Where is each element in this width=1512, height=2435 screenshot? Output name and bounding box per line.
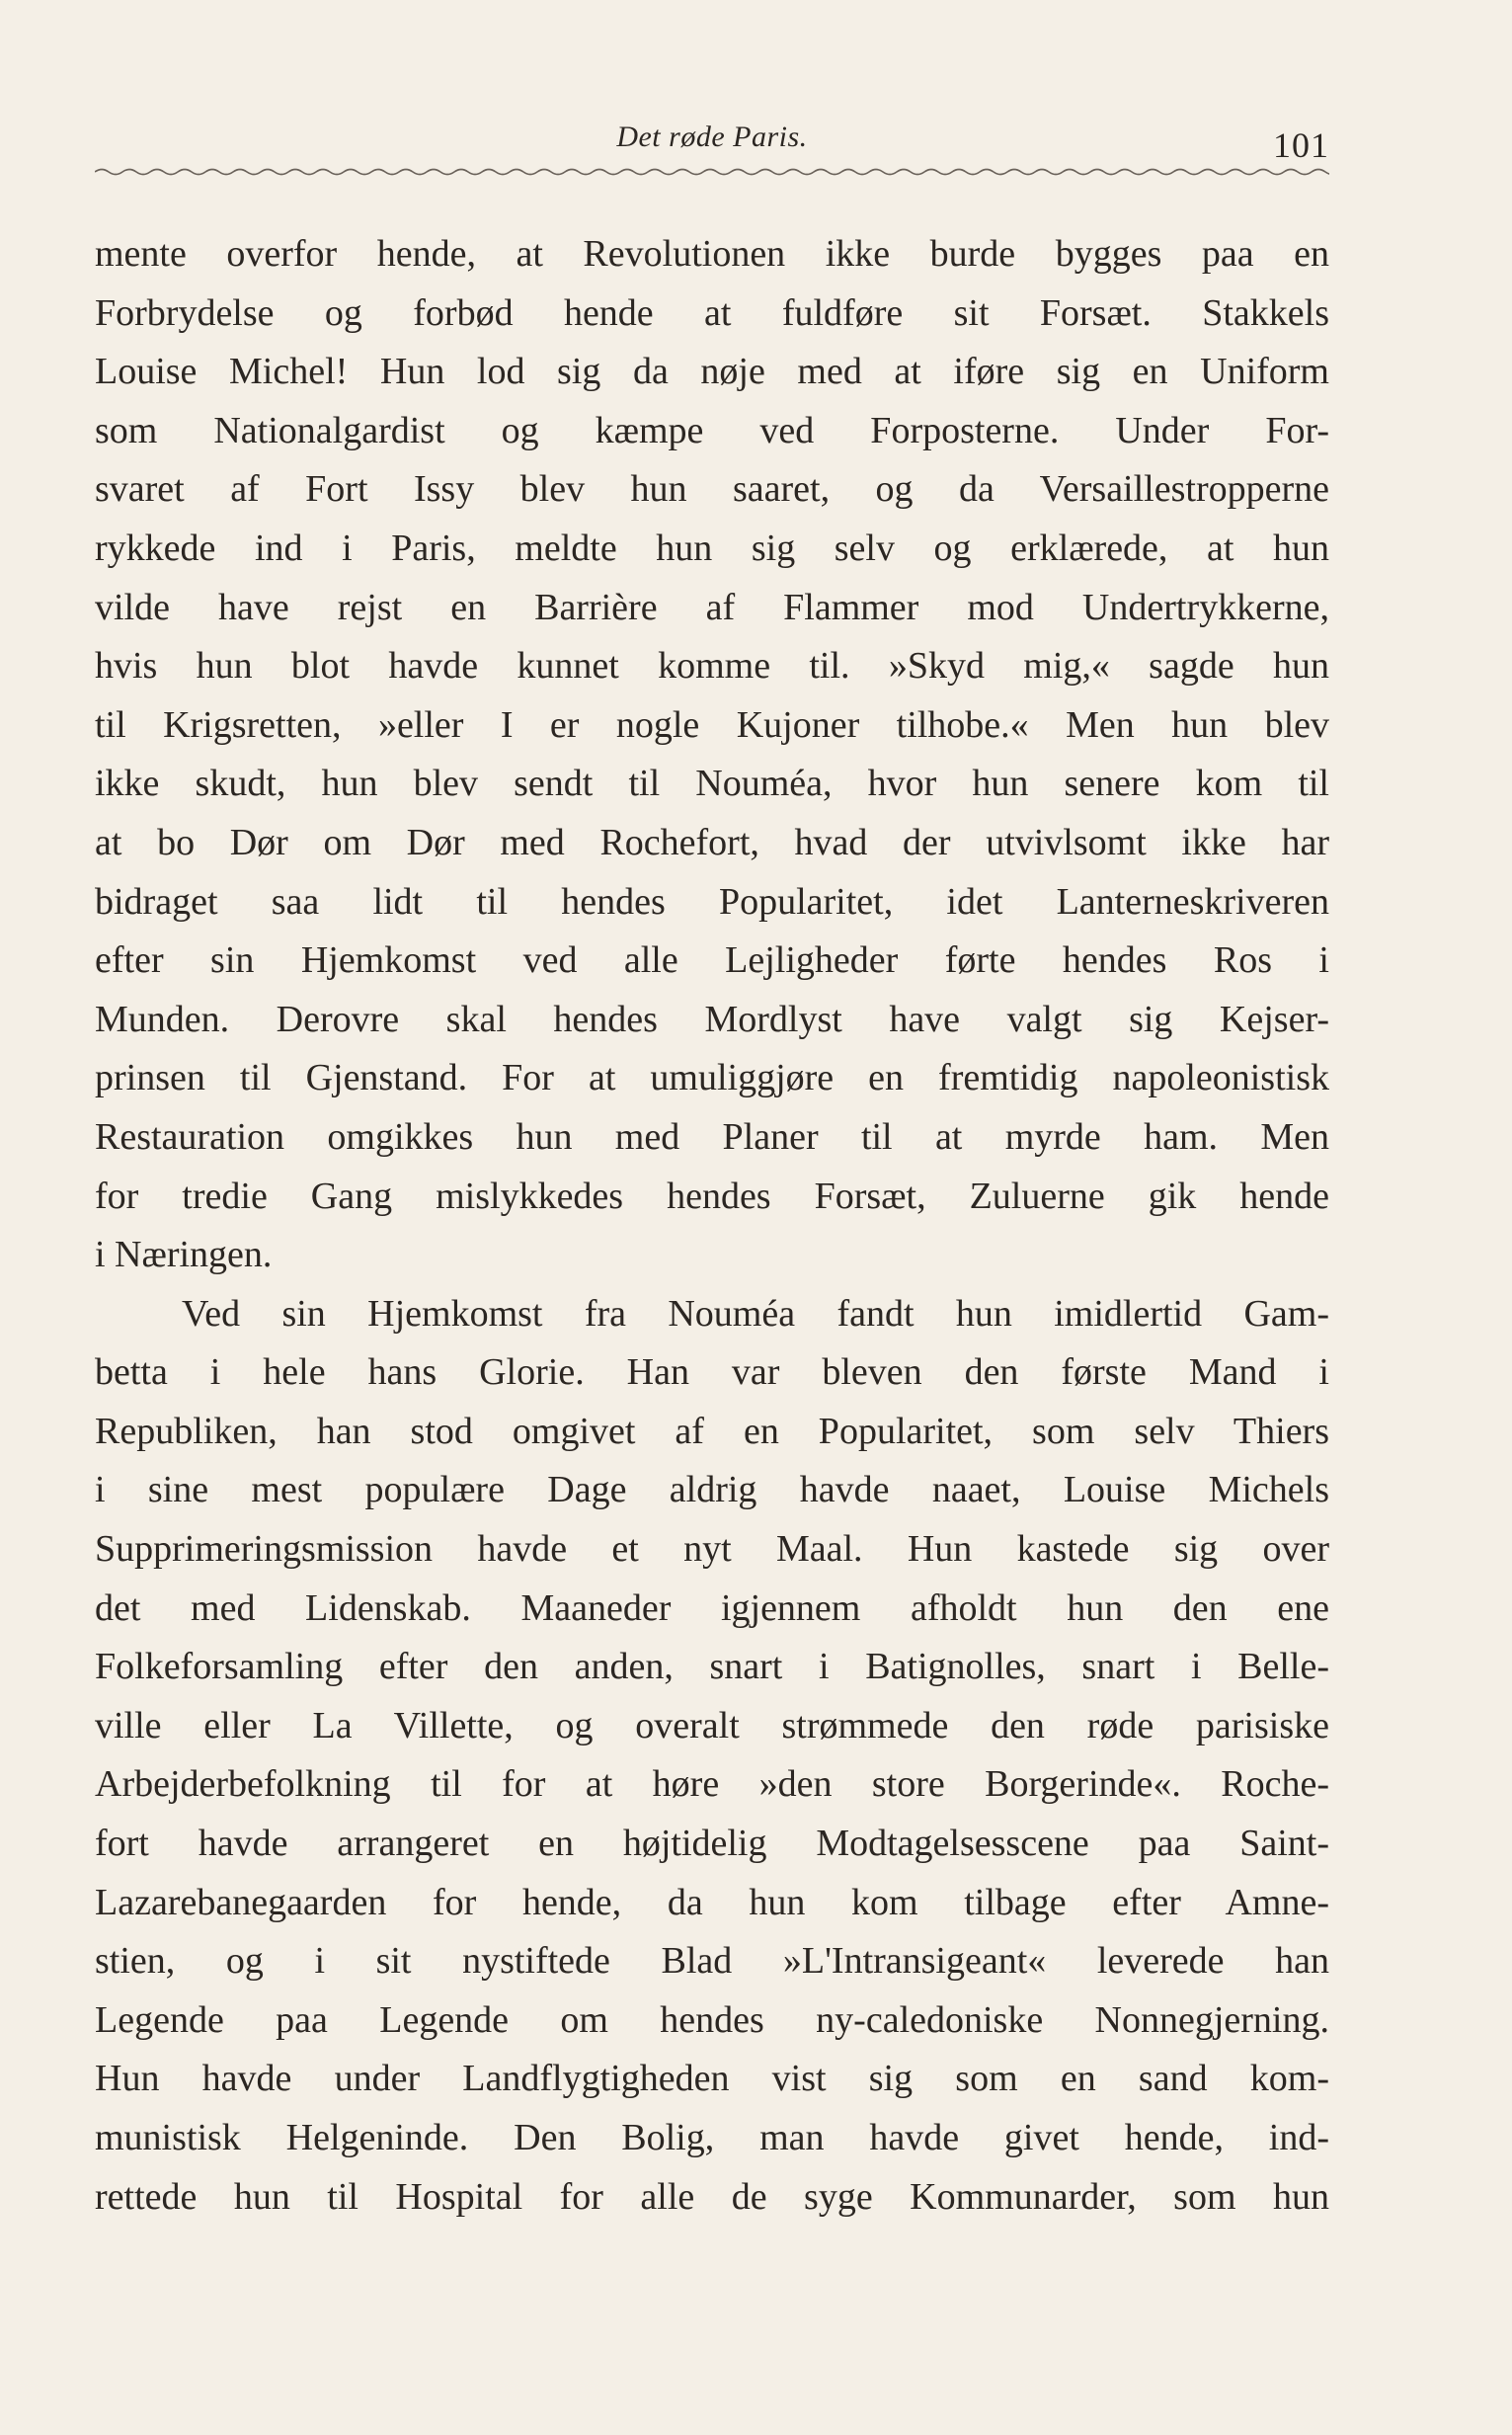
text-line: Forbrydelse og forbød hende at fuldføre sit Forsæt. Stakkels <box>95 291 1329 334</box>
text-line: at bo Dør om Dør med Rochefort, hvad der utvivlsomt ikke har <box>95 821 1329 863</box>
text-line: hvis hun blot havde kunnet komme til. »Skyd mig,« sagde hun <box>95 645 1329 688</box>
text-line: Arbejderbefolkning til for at høre »den store Borgerinde«. Roche- <box>95 1763 1329 1806</box>
text-line: vilde have rejst en Barrière af Flammer mod Undertrykkerne, <box>95 586 1329 628</box>
text-line: Munden. Derovre skal hendes Mordlyst have valgt sig Kejser- <box>95 998 1329 1040</box>
text-line: Restauration omgikkes hun med Planer til at myrde ham. Men <box>95 1115 1329 1158</box>
text-line: svaret af Fort Issy blev hun saaret, og da Versaillestropperne <box>95 468 1329 511</box>
text-line: som Nationalgardist og kæmpe ved Forposterne. Under For- <box>95 409 1329 451</box>
text-line: bidraget saa lidt til hendes Popularitet, idet Lanterneskriveren <box>95 880 1329 923</box>
text-line: det med Lidenskab. Maaneder igjennem afholdt hun den ene <box>95 1586 1329 1629</box>
text-line: Louise Michel! Hun lod sig da nøje med at iføre sig en Uniform <box>95 351 1329 393</box>
text-line: Legende paa Legende om hendes ny-caledoniske Nonnegjerning. <box>95 1998 1329 2041</box>
text-line: betta i hele hans Glorie. Han var bleven den første Mand i <box>95 1351 1329 1394</box>
text-line: Republiken, han stod omgivet af en Popularitet, som selv Thiers <box>95 1410 1329 1452</box>
text-line: ville eller La Villette, og overalt strømmede den røde parisiske <box>95 1704 1329 1746</box>
text-line: mente overfor hende, at Revolutionen ikke burde bygges paa en <box>95 233 1329 275</box>
text-line: Ved sin Hjemkomst fra Nouméa fandt hun imidlertid Gam- <box>182 1292 1329 1335</box>
text-line: munistisk Helgeninde. Den Bolig, man havde givet hende, ind- <box>95 2117 1329 2158</box>
text-line: rettede hun til Hospital for alle de syge Kommunarder, som hun <box>95 2175 1329 2218</box>
text-line: stien, og i sit nystiftede Blad »L'Intransigeant« leverede han <box>95 1940 1329 1983</box>
running-title: Det røde Paris. <box>616 121 808 153</box>
ornamental-wavy-rule <box>95 164 1329 180</box>
text-line: i Næringen. <box>95 1234 273 1276</box>
text-line: til Krigsretten, »eller I er nogle Kujoner tilhobe.« Men hun blev <box>95 703 1329 746</box>
text-line: rykkede ind i Paris, meldte hun sig selv og erklærede, at hun <box>95 527 1329 569</box>
body-text <box>95 225 1329 2227</box>
text-line: Hun havde under Landflygtigheden vist sig som en sand kom- <box>95 2058 1329 2100</box>
text-line: Lazarebanegaarden for hende, da hun kom tilbage efter Amne- <box>95 1881 1329 1923</box>
text-line: efter sin Hjemkomst ved alle Lejligheder førte hendes Ros i <box>95 939 1329 982</box>
text-line: i sine mest populære Dage aldrig havde naaet, Louise Michels <box>95 1469 1329 1511</box>
text-line: Supprimeringsmission havde et nyt Maal. Hun kastede sig over <box>95 1528 1329 1571</box>
text-line: ikke skudt, hun blev sendt til Nouméa, hvor hun senere kom til <box>95 763 1329 805</box>
text-line: fort havde arrangeret en højtidelig Modtagelsesscene paa Saint- <box>95 1823 1329 1865</box>
page-number: 101 <box>1273 125 1329 165</box>
text-line: Folkeforsamling efter den anden, snart i Batignolles, snart i Belle- <box>95 1646 1329 1688</box>
text-line: for tredie Gang mislykkedes hendes Forsæt, Zuluerne gik hende <box>95 1175 1329 1217</box>
text-line: prinsen til Gjenstand. For at umuliggjøre en fremtidig napoleonistisk <box>95 1057 1329 1099</box>
